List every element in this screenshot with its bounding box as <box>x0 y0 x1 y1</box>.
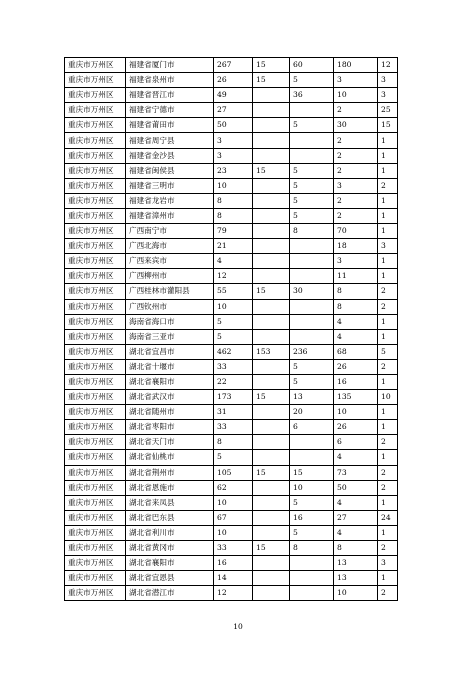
col6-cell: 1 <box>378 148 398 163</box>
col3-cell: 15 <box>253 284 290 299</box>
col6-cell: 25 <box>378 103 398 118</box>
origin-cell: 重庆市万州区 <box>65 435 126 450</box>
col4-cell <box>290 239 334 254</box>
data-table <box>64 57 398 601</box>
col3-cell <box>253 103 290 118</box>
col3-cell <box>253 374 290 389</box>
total-cell: 462 <box>214 344 253 359</box>
col6-cell: 15 <box>378 118 398 133</box>
col6-cell: 1 <box>378 163 398 178</box>
col4-cell <box>290 148 334 163</box>
col5-cell: 73 <box>334 465 378 480</box>
total-cell: 10 <box>214 495 253 510</box>
table-row <box>65 510 398 525</box>
table-row <box>65 208 398 223</box>
total-cell: 5 <box>214 329 253 344</box>
col6-cell: 1 <box>378 420 398 435</box>
col4-cell: 5 <box>290 118 334 133</box>
total-cell: 16 <box>214 556 253 571</box>
destination-cell: 广西柳州市 <box>126 269 214 284</box>
col3-cell <box>253 586 290 601</box>
col6-cell: 1 <box>378 405 398 420</box>
origin-cell: 重庆市万州区 <box>65 269 126 284</box>
origin-cell: 重庆市万州区 <box>65 163 126 178</box>
origin-cell: 重庆市万州区 <box>65 465 126 480</box>
col6-cell: 1 <box>378 374 398 389</box>
table-row <box>65 284 398 299</box>
col6-cell: 1 <box>378 208 398 223</box>
col5-cell: 70 <box>334 224 378 239</box>
table-row <box>65 556 398 571</box>
col6-cell: 2 <box>378 435 398 450</box>
total-cell: 33 <box>214 541 253 556</box>
col5-cell: 3 <box>334 73 378 88</box>
col5-cell: 11 <box>334 269 378 284</box>
col6-cell: 24 <box>378 510 398 525</box>
col5-cell: 50 <box>334 480 378 495</box>
col6-cell: 3 <box>378 73 398 88</box>
total-cell: 21 <box>214 239 253 254</box>
origin-cell: 重庆市万州区 <box>65 480 126 495</box>
col3-cell: 15 <box>253 58 290 73</box>
table-row <box>65 541 398 556</box>
origin-cell: 重庆市万州区 <box>65 541 126 556</box>
col6-cell: 1 <box>378 193 398 208</box>
col6-cell: 12 <box>378 58 398 73</box>
col5-cell: 2 <box>334 163 378 178</box>
table-row <box>65 118 398 133</box>
col3-cell <box>253 556 290 571</box>
table-row <box>65 224 398 239</box>
col4-cell: 5 <box>290 178 334 193</box>
col6-cell: 2 <box>378 284 398 299</box>
total-cell: 10 <box>214 525 253 540</box>
total-cell: 31 <box>214 405 253 420</box>
table-row <box>65 133 398 148</box>
col4-cell <box>290 586 334 601</box>
table-row <box>65 269 398 284</box>
origin-cell: 重庆市万州区 <box>65 239 126 254</box>
destination-cell: 湖北省巴东县 <box>126 510 214 525</box>
table-row <box>65 420 398 435</box>
destination-cell: 湖北省荆州市 <box>126 465 214 480</box>
origin-cell: 重庆市万州区 <box>65 344 126 359</box>
col4-cell: 5 <box>290 359 334 374</box>
destination-cell: 湖北省仙桃市 <box>126 450 214 465</box>
table-row <box>65 58 398 73</box>
col5-cell: 10 <box>334 405 378 420</box>
table-row <box>65 239 398 254</box>
col4-cell: 5 <box>290 374 334 389</box>
col5-cell: 2 <box>334 103 378 118</box>
col3-cell <box>253 571 290 586</box>
col4-cell <box>290 269 334 284</box>
table-row <box>65 344 398 359</box>
col3-cell <box>253 178 290 193</box>
destination-cell: 湖北省襄阳市 <box>126 374 214 389</box>
col4-cell: 16 <box>290 510 334 525</box>
destination-cell: 海南省三亚市 <box>126 329 214 344</box>
col5-cell: 2 <box>334 133 378 148</box>
col6-cell: 3 <box>378 88 398 103</box>
destination-cell: 福建省厦门市 <box>126 58 214 73</box>
total-cell: 22 <box>214 374 253 389</box>
destination-cell: 福建省龙岩市 <box>126 193 214 208</box>
origin-cell: 重庆市万州区 <box>65 556 126 571</box>
table-row <box>65 586 398 601</box>
table-row <box>65 314 398 329</box>
col3-cell <box>253 329 290 344</box>
col4-cell <box>290 254 334 269</box>
col4-cell: 15 <box>290 465 334 480</box>
table-row <box>65 148 398 163</box>
col4-cell: 36 <box>290 88 334 103</box>
destination-cell: 福建省三明市 <box>126 178 214 193</box>
col3-cell <box>253 314 290 329</box>
destination-cell: 湖北省宜昌市 <box>126 344 214 359</box>
total-cell: 8 <box>214 435 253 450</box>
origin-cell: 重庆市万州区 <box>65 193 126 208</box>
origin-cell: 重庆市万州区 <box>65 525 126 540</box>
origin-cell: 重庆市万州区 <box>65 88 126 103</box>
col3-cell <box>253 133 290 148</box>
col4-cell <box>290 450 334 465</box>
origin-cell: 重庆市万州区 <box>65 208 126 223</box>
col3-cell <box>253 495 290 510</box>
col3-cell <box>253 148 290 163</box>
col3-cell <box>253 224 290 239</box>
total-cell: 23 <box>214 163 253 178</box>
table-row <box>65 73 398 88</box>
col4-cell <box>290 556 334 571</box>
origin-cell: 重庆市万州区 <box>65 73 126 88</box>
origin-cell: 重庆市万州区 <box>65 178 126 193</box>
page-number: 10 <box>233 622 243 631</box>
total-cell: 5 <box>214 450 253 465</box>
col4-cell: 8 <box>290 541 334 556</box>
col6-cell: 2 <box>378 541 398 556</box>
destination-cell: 福建省闽侯县 <box>126 163 214 178</box>
col5-cell: 6 <box>334 435 378 450</box>
origin-cell: 重庆市万州区 <box>65 329 126 344</box>
col3-cell: 15 <box>253 73 290 88</box>
total-cell: 10 <box>214 299 253 314</box>
destination-cell: 湖北省利川市 <box>126 525 214 540</box>
col6-cell: 10 <box>378 390 398 405</box>
destination-cell: 海南省海口市 <box>126 314 214 329</box>
col4-cell: 5 <box>290 525 334 540</box>
table-row <box>65 103 398 118</box>
col4-cell: 13 <box>290 390 334 405</box>
table-row <box>65 88 398 103</box>
col4-cell <box>290 299 334 314</box>
destination-cell: 福建省莆田市 <box>126 118 214 133</box>
col3-cell: 15 <box>253 390 290 405</box>
destination-cell: 广西南宁市 <box>126 224 214 239</box>
table-row <box>65 374 398 389</box>
col6-cell: 1 <box>378 224 398 239</box>
col6-cell: 2 <box>378 480 398 495</box>
col3-cell <box>253 405 290 420</box>
col6-cell: 1 <box>378 525 398 540</box>
col3-cell: 15 <box>253 541 290 556</box>
total-cell: 49 <box>214 88 253 103</box>
col5-cell: 10 <box>334 586 378 601</box>
col6-cell: 2 <box>378 299 398 314</box>
col3-cell: 153 <box>253 344 290 359</box>
col6-cell: 2 <box>378 359 398 374</box>
col4-cell: 5 <box>290 193 334 208</box>
origin-cell: 重庆市万州区 <box>65 148 126 163</box>
table-row <box>65 178 398 193</box>
destination-cell: 湖北省黄冈市 <box>126 541 214 556</box>
destination-cell: 福建省泉州市 <box>126 73 214 88</box>
total-cell: 67 <box>214 510 253 525</box>
table-row <box>65 390 398 405</box>
col5-cell: 18 <box>334 239 378 254</box>
col3-cell <box>253 239 290 254</box>
table-row <box>65 254 398 269</box>
col3-cell: 15 <box>253 465 290 480</box>
total-cell: 55 <box>214 284 253 299</box>
col3-cell <box>253 359 290 374</box>
col5-cell: 3 <box>334 254 378 269</box>
col3-cell <box>253 435 290 450</box>
col4-cell <box>290 314 334 329</box>
table-row <box>65 571 398 586</box>
col4-cell: 5 <box>290 163 334 178</box>
total-cell: 50 <box>214 118 253 133</box>
origin-cell: 重庆市万州区 <box>65 495 126 510</box>
col5-cell: 30 <box>334 118 378 133</box>
col4-cell <box>290 435 334 450</box>
col4-cell: 8 <box>290 224 334 239</box>
origin-cell: 重庆市万州区 <box>65 58 126 73</box>
col5-cell: 3 <box>334 178 378 193</box>
table-row <box>65 163 398 178</box>
col5-cell: 13 <box>334 571 378 586</box>
col6-cell: 3 <box>378 239 398 254</box>
destination-cell: 湖北省恩施市 <box>126 480 214 495</box>
col5-cell: 4 <box>334 329 378 344</box>
origin-cell: 重庆市万州区 <box>65 359 126 374</box>
origin-cell: 重庆市万州区 <box>65 405 126 420</box>
col5-cell: 4 <box>334 450 378 465</box>
table-row <box>65 405 398 420</box>
total-cell: 33 <box>214 420 253 435</box>
col4-cell: 20 <box>290 405 334 420</box>
destination-cell: 湖北省天门市 <box>126 435 214 450</box>
total-cell: 8 <box>214 208 253 223</box>
col5-cell: 8 <box>334 299 378 314</box>
origin-cell: 重庆市万州区 <box>65 374 126 389</box>
col4-cell: 236 <box>290 344 334 359</box>
table-row <box>65 480 398 495</box>
total-cell: 10 <box>214 178 253 193</box>
total-cell: 105 <box>214 465 253 480</box>
origin-cell: 重庆市万州区 <box>65 254 126 269</box>
col6-cell: 1 <box>378 314 398 329</box>
col4-cell: 30 <box>290 284 334 299</box>
col4-cell: 60 <box>290 58 334 73</box>
col3-cell <box>253 193 290 208</box>
col5-cell: 16 <box>334 374 378 389</box>
col3-cell <box>253 299 290 314</box>
destination-cell: 湖北省随州市 <box>126 405 214 420</box>
destination-cell: 广西钦州市 <box>126 299 214 314</box>
col3-cell <box>253 420 290 435</box>
col5-cell: 10 <box>334 88 378 103</box>
col3-cell <box>253 254 290 269</box>
col4-cell: 5 <box>290 495 334 510</box>
col6-cell: 5 <box>378 344 398 359</box>
table-row <box>65 450 398 465</box>
col5-cell: 27 <box>334 510 378 525</box>
col4-cell: 10 <box>290 480 334 495</box>
col6-cell: 1 <box>378 269 398 284</box>
col4-cell: 5 <box>290 208 334 223</box>
total-cell: 27 <box>214 103 253 118</box>
col3-cell <box>253 480 290 495</box>
col3-cell: 15 <box>253 163 290 178</box>
total-cell: 12 <box>214 586 253 601</box>
origin-cell: 重庆市万州区 <box>65 510 126 525</box>
col6-cell: 1 <box>378 254 398 269</box>
destination-cell: 广西桂林市灌阳县 <box>126 284 214 299</box>
origin-cell: 重庆市万州区 <box>65 103 126 118</box>
total-cell: 26 <box>214 73 253 88</box>
col5-cell: 2 <box>334 148 378 163</box>
col5-cell: 4 <box>334 314 378 329</box>
table-row <box>65 193 398 208</box>
table-row <box>65 525 398 540</box>
col6-cell: 2 <box>378 465 398 480</box>
col3-cell <box>253 525 290 540</box>
destination-cell: 福建省漳州市 <box>126 208 214 223</box>
destination-cell: 湖北省来凤县 <box>126 495 214 510</box>
table-row <box>65 359 398 374</box>
origin-cell: 重庆市万州区 <box>65 450 126 465</box>
col6-cell: 2 <box>378 178 398 193</box>
total-cell: 14 <box>214 571 253 586</box>
col5-cell: 26 <box>334 420 378 435</box>
col5-cell: 68 <box>334 344 378 359</box>
total-cell: 267 <box>214 58 253 73</box>
origin-cell: 重庆市万州区 <box>65 224 126 239</box>
total-cell: 3 <box>214 148 253 163</box>
origin-cell: 重庆市万州区 <box>65 314 126 329</box>
col5-cell: 135 <box>334 390 378 405</box>
col5-cell: 2 <box>334 193 378 208</box>
col5-cell: 180 <box>334 58 378 73</box>
col3-cell <box>253 450 290 465</box>
col4-cell: 5 <box>290 73 334 88</box>
col6-cell: 1 <box>378 571 398 586</box>
destination-cell: 福建省周宁县 <box>126 133 214 148</box>
col4-cell <box>290 571 334 586</box>
total-cell: 62 <box>214 480 253 495</box>
origin-cell: 重庆市万州区 <box>65 420 126 435</box>
total-cell: 3 <box>214 133 253 148</box>
col6-cell: 2 <box>378 586 398 601</box>
origin-cell: 重庆市万州区 <box>65 571 126 586</box>
col3-cell <box>253 88 290 103</box>
table-row <box>65 299 398 314</box>
table-body <box>65 58 398 601</box>
col5-cell: 13 <box>334 556 378 571</box>
col6-cell: 1 <box>378 450 398 465</box>
col4-cell <box>290 329 334 344</box>
col6-cell: 3 <box>378 556 398 571</box>
total-cell: 12 <box>214 269 253 284</box>
origin-cell: 重庆市万州区 <box>65 299 126 314</box>
total-cell: 8 <box>214 193 253 208</box>
col3-cell <box>253 208 290 223</box>
destination-cell: 湖北省宜恩县 <box>126 571 214 586</box>
col6-cell: 1 <box>378 329 398 344</box>
destination-cell: 广西来宾市 <box>126 254 214 269</box>
origin-cell: 重庆市万州区 <box>65 284 126 299</box>
table-row <box>65 435 398 450</box>
col3-cell <box>253 118 290 133</box>
origin-cell: 重庆市万州区 <box>65 586 126 601</box>
table-row <box>65 465 398 480</box>
col3-cell <box>253 269 290 284</box>
destination-cell: 湖北省襄阳市 <box>126 556 214 571</box>
col5-cell: 26 <box>334 359 378 374</box>
col3-cell <box>253 510 290 525</box>
col4-cell <box>290 133 334 148</box>
col5-cell: 8 <box>334 541 378 556</box>
col4-cell: 6 <box>290 420 334 435</box>
col6-cell: 1 <box>378 495 398 510</box>
table-row <box>65 495 398 510</box>
col5-cell: 4 <box>334 525 378 540</box>
col5-cell: 8 <box>334 284 378 299</box>
col5-cell: 2 <box>334 208 378 223</box>
total-cell: 33 <box>214 359 253 374</box>
destination-cell: 广西北海市 <box>126 239 214 254</box>
table-row <box>65 329 398 344</box>
origin-cell: 重庆市万州区 <box>65 390 126 405</box>
total-cell: 4 <box>214 254 253 269</box>
col5-cell: 4 <box>334 495 378 510</box>
destination-cell: 湖北省枣阳市 <box>126 420 214 435</box>
destination-cell: 湖北省武汉市 <box>126 390 214 405</box>
total-cell: 173 <box>214 390 253 405</box>
col4-cell <box>290 103 334 118</box>
destination-cell: 福建省金沙县 <box>126 148 214 163</box>
destination-cell: 福建省晋江市 <box>126 88 214 103</box>
col6-cell: 1 <box>378 133 398 148</box>
total-cell: 79 <box>214 224 253 239</box>
destination-cell: 湖北省十堰市 <box>126 359 214 374</box>
origin-cell: 重庆市万州区 <box>65 118 126 133</box>
origin-cell: 重庆市万州区 <box>65 133 126 148</box>
destination-cell: 湖北省潜江市 <box>126 586 214 601</box>
total-cell: 5 <box>214 314 253 329</box>
destination-cell: 福建省宁德市 <box>126 103 214 118</box>
